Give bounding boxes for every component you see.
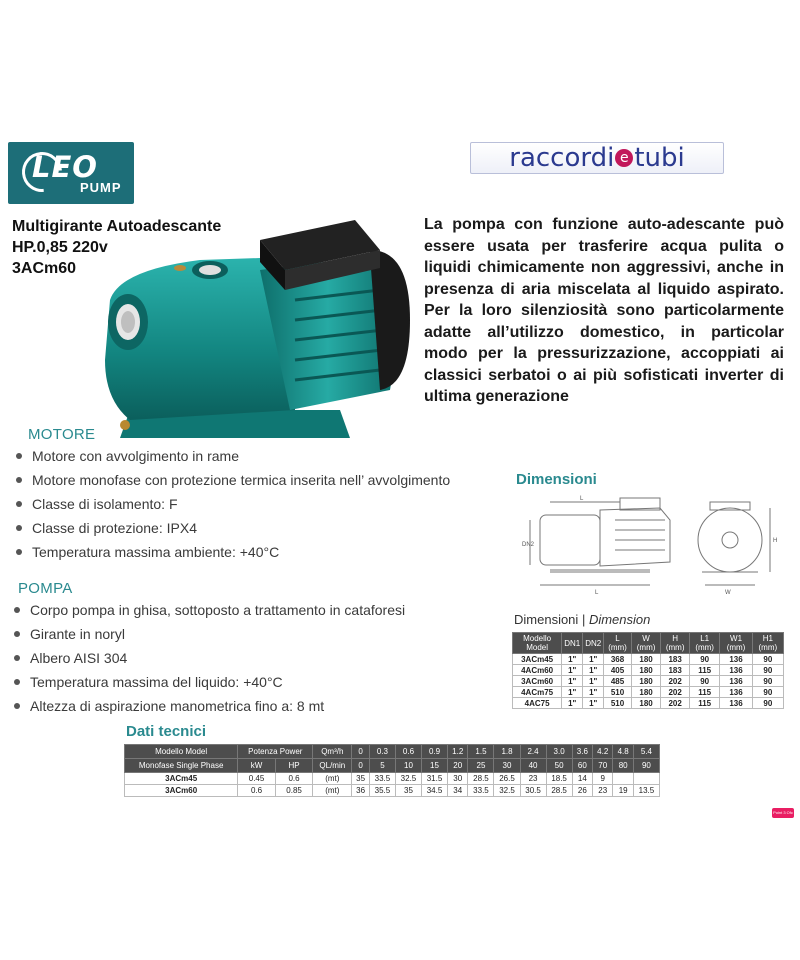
- table-cell: 28.5: [546, 785, 572, 797]
- table-cell: 0.45: [238, 773, 276, 785]
- table-cell: 3ACm45: [513, 654, 562, 665]
- raccordi-e-tubi-logo: [470, 142, 724, 174]
- column-header: W (mm): [631, 633, 661, 654]
- pompa-item: Altezza di aspirazione manometrica fino a: 8 mt: [10, 696, 405, 720]
- table-cell: 35: [395, 785, 421, 797]
- table-cell: 1": [562, 698, 583, 709]
- l-value: 30: [494, 759, 520, 773]
- table-cell: 23: [593, 785, 613, 797]
- dimensioni-title: Dimensioni: [516, 471, 597, 488]
- table-cell: 115: [689, 698, 719, 709]
- technical-data-body: [125, 773, 660, 797]
- motore-item: Classe di protezione: IPX4: [12, 518, 450, 542]
- column-header: Modello Model: [513, 633, 562, 654]
- l-value: 40: [520, 759, 546, 773]
- table-cell: 485: [604, 676, 632, 687]
- svg-text:L: L: [580, 496, 584, 502]
- logo-e: e: [615, 149, 633, 167]
- column-header: DN2: [583, 633, 604, 654]
- table-row: [513, 698, 784, 709]
- table-cell: 1": [583, 654, 604, 665]
- table-cell: 90: [752, 676, 783, 687]
- l-value: 10: [395, 759, 421, 773]
- table-cell: 35: [352, 773, 370, 785]
- product-title-line2: HP.0,85 220v: [12, 239, 108, 256]
- table-cell: 90: [689, 676, 719, 687]
- svg-text:L: L: [595, 590, 599, 596]
- motore-section-title: MOTORE: [28, 426, 96, 443]
- table-cell: 33.5: [369, 773, 395, 785]
- dimensioni-subtitle-en: Dimension: [588, 612, 651, 627]
- q-value: 2.4: [520, 745, 546, 759]
- leo-logo-pump-text: PUMP: [80, 180, 122, 195]
- table-cell: 1": [562, 665, 583, 676]
- table-cell: [613, 773, 633, 785]
- logo-raccordi: raccordi: [509, 143, 615, 173]
- table-cell: 3ACm60: [125, 785, 238, 797]
- table-cell: 405: [604, 665, 632, 676]
- motore-item: Motore monofase con protezione termica inserita nell’ avvolgimento: [12, 470, 450, 494]
- table-row: [513, 654, 784, 665]
- q-value: 3.6: [572, 745, 592, 759]
- table-cell: 510: [604, 698, 632, 709]
- motore-item: Temperatura massima ambiente: +40°C: [12, 542, 450, 566]
- dimensioni-subtitle: Dimensioni | Dimension: [514, 612, 651, 627]
- motore-item: Motore con avvolgimento in rame: [12, 446, 450, 470]
- motore-list: [12, 446, 450, 566]
- table-cell: 0.6: [275, 773, 313, 785]
- q-value: 0.6: [395, 745, 421, 759]
- table-cell: [633, 773, 659, 785]
- l-value: 20: [448, 759, 468, 773]
- dimensioni-subtitle-it: Dimensioni: [514, 612, 579, 627]
- table-cell: 32.5: [494, 785, 520, 797]
- table-cell: 180: [631, 676, 661, 687]
- table-cell: 136: [720, 687, 752, 698]
- column-header: Modello Model: [125, 745, 238, 759]
- dimensions-table-header: [513, 633, 784, 654]
- q-value: 1.8: [494, 745, 520, 759]
- pompa-item: Albero AISI 304: [10, 648, 405, 672]
- table-cell: 33.5: [468, 785, 494, 797]
- q-value: 1.5: [468, 745, 494, 759]
- table-cell: 3ACm45: [125, 773, 238, 785]
- table-cell: 202: [661, 698, 690, 709]
- tech-header-row-l: [125, 759, 660, 773]
- table-cell: 4AC75: [513, 698, 562, 709]
- table-cell: 368: [604, 654, 632, 665]
- column-header: W1 (mm): [720, 633, 752, 654]
- pompa-item: Temperatura massima del liquido: +40°C: [10, 672, 405, 696]
- table-cell: 183: [661, 654, 690, 665]
- table-cell: 1": [583, 687, 604, 698]
- table-cell: 34.5: [421, 785, 447, 797]
- logo-tubi: tubi: [634, 143, 685, 173]
- table-cell: 31.5: [421, 773, 447, 785]
- pompa-list: [10, 600, 405, 720]
- q-value: 3.0: [546, 745, 572, 759]
- table-cell: 202: [661, 687, 690, 698]
- table-cell: 18.5: [546, 773, 572, 785]
- table-cell: 30.5: [520, 785, 546, 797]
- l-value: 0: [352, 759, 370, 773]
- leo-logo-text: LEO: [32, 150, 98, 184]
- column-header: HP: [275, 759, 313, 773]
- q-value: 4.2: [593, 745, 613, 759]
- table-cell: 3ACm60: [513, 676, 562, 687]
- table-row: [513, 687, 784, 698]
- column-header: H (mm): [661, 633, 690, 654]
- table-cell: 14: [572, 773, 592, 785]
- l-value: 15: [421, 759, 447, 773]
- l-value: 80: [613, 759, 633, 773]
- table-cell: 36: [352, 785, 370, 797]
- table-cell: 115: [689, 665, 719, 676]
- svg-text:H: H: [773, 538, 778, 544]
- column-header: L (mm): [604, 633, 632, 654]
- table-cell: 13.5: [633, 785, 659, 797]
- table-cell: 34: [448, 785, 468, 797]
- table-cell: 1": [583, 676, 604, 687]
- table-cell: (mt): [313, 785, 352, 797]
- table-cell: 183: [661, 665, 690, 676]
- dimension-drawing: [520, 490, 780, 600]
- q-value: 0.9: [421, 745, 447, 759]
- table-cell: 19: [613, 785, 633, 797]
- table-cell: 0.6: [238, 785, 276, 797]
- table-cell: 202: [661, 676, 690, 687]
- table-cell: 180: [631, 698, 661, 709]
- table-cell: 90: [752, 654, 783, 665]
- table-cell: 510: [604, 687, 632, 698]
- table-cell: 136: [720, 676, 752, 687]
- table-cell: 136: [720, 698, 752, 709]
- column-header: Monofase Single Phase: [125, 759, 238, 773]
- table-cell: 1": [562, 654, 583, 665]
- table-cell: 1": [562, 687, 583, 698]
- q-value: 0.3: [369, 745, 395, 759]
- product-title-line3: 3ACm60: [12, 260, 77, 277]
- table-row: [513, 665, 784, 676]
- table-cell: 90: [752, 687, 783, 698]
- pompa-section-title: POMPA: [18, 580, 73, 597]
- table-cell: 0.85: [275, 785, 313, 797]
- column-header: Qm³/h: [313, 745, 352, 759]
- table-cell: 180: [631, 687, 661, 698]
- l-value: 5: [369, 759, 395, 773]
- table-cell: 1": [583, 665, 604, 676]
- table-cell: 136: [720, 654, 752, 665]
- table-cell: 9: [593, 773, 613, 785]
- table-cell: 1": [583, 698, 604, 709]
- table-cell: 28.5: [468, 773, 494, 785]
- column-header: kW: [238, 759, 276, 773]
- pompa-item: Corpo pompa in ghisa, sottoposto a trattamento in cataforesi: [10, 600, 405, 624]
- table-cell: 1": [562, 676, 583, 687]
- motore-item: Classe di isolamento: F: [12, 494, 450, 518]
- table-cell: 30: [448, 773, 468, 785]
- table-cell: 115: [689, 687, 719, 698]
- svg-text:W: W: [725, 590, 731, 596]
- table-row: [125, 773, 660, 785]
- table-row: [513, 676, 784, 687]
- corner-badge: Point 3 Ofc: [772, 808, 794, 818]
- product-description: La pompa con funzione auto-adescante può essere usata per trasferire acqua pulita o liquidi chimicamente non aggressivi, anche in presenza di aria miscelata al liquido aspirato. Per la loro silenziosità sono particolarmente adatte all’utilizzo domestico, in particolar modo per la pressurizzazione, accoppiati ai classici serbatoi o ai più sofisticati inverter di ultima generazione: [424, 216, 784, 405]
- l-value: 25: [468, 759, 494, 773]
- technical-data-table: [124, 744, 660, 797]
- svg-text:DN2: DN2: [522, 542, 535, 548]
- table-cell: 26: [572, 785, 592, 797]
- table-cell: 180: [631, 665, 661, 676]
- table-row: [125, 785, 660, 797]
- table-cell: 136: [720, 665, 752, 676]
- product-title-line1: Multigirante Autoadescante: [12, 218, 222, 235]
- l-value: 60: [572, 759, 592, 773]
- table-cell: 90: [752, 665, 783, 676]
- table-cell: 4ACm75: [513, 687, 562, 698]
- pompa-item: Girante in noryl: [10, 624, 405, 648]
- column-header: H1 (mm): [752, 633, 783, 654]
- table-cell: (mt): [313, 773, 352, 785]
- column-header: DN1: [562, 633, 583, 654]
- column-header: Potenza Power: [238, 745, 313, 759]
- table-cell: 180: [631, 654, 661, 665]
- l-value: 70: [593, 759, 613, 773]
- table-cell: 35.5: [369, 785, 395, 797]
- q-value: 1.2: [448, 745, 468, 759]
- table-cell: 4ACm60: [513, 665, 562, 676]
- dati-tecnici-title: Dati tecnici: [126, 723, 207, 740]
- table-cell: 32.5: [395, 773, 421, 785]
- q-value: 5.4: [633, 745, 659, 759]
- column-header: L1 (mm): [689, 633, 719, 654]
- l-value: 90: [633, 759, 659, 773]
- dimensions-table: [512, 632, 784, 709]
- table-cell: 26.5: [494, 773, 520, 785]
- table-cell: 90: [689, 654, 719, 665]
- table-cell: 23: [520, 773, 546, 785]
- l-value: 50: [546, 759, 572, 773]
- q-value: 4.8: [613, 745, 633, 759]
- q-value: 0: [352, 745, 370, 759]
- tech-header-row-q: [125, 745, 660, 759]
- leo-pump-logo: [8, 142, 134, 204]
- dimensions-table-body: [513, 654, 784, 709]
- column-header: QL/min: [313, 759, 352, 773]
- table-cell: 90: [752, 698, 783, 709]
- pump-image: [90, 210, 420, 450]
